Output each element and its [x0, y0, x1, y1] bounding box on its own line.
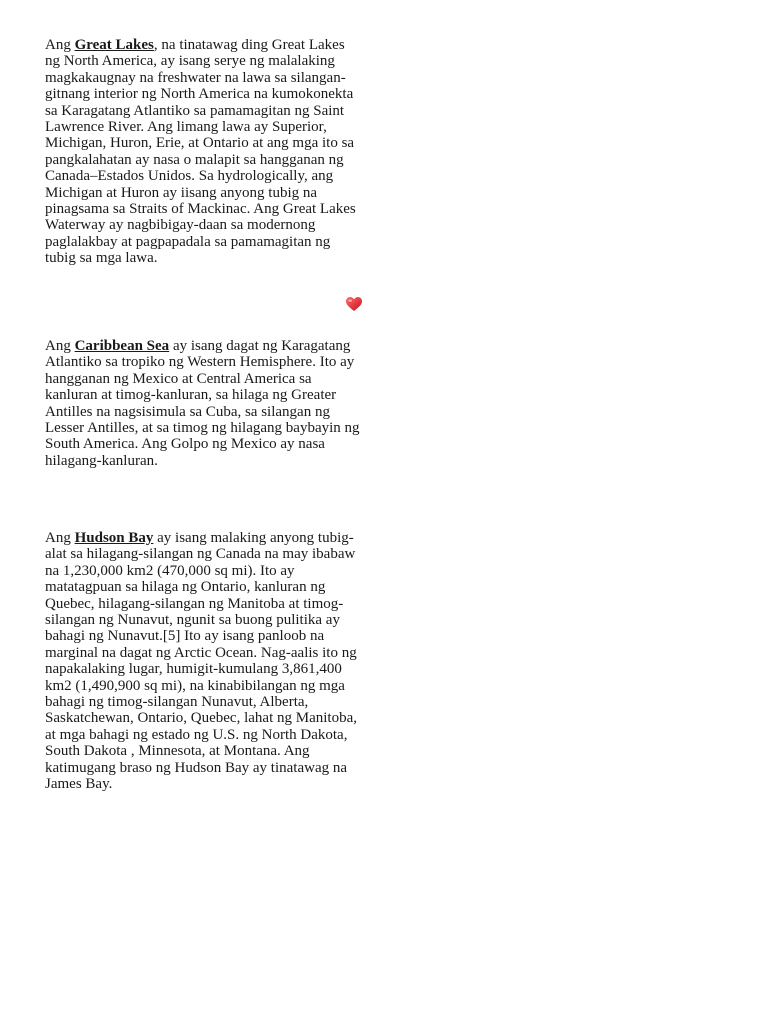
paragraph-body: , na tinatawag ding Great Lakes ng North America, ay isang serye ng malalaking magkakaugnay na freshwater na lawa sa silangan-gitnang interior ng North America na kumokonekta sa Karagatang Atlantiko sa pamamagitan ng Saint Lawrence River. Ang limang lawa ay Superior, Michigan, Huron, Erie, at Ontario at ang mga ito sa pangkalahatan ay nasa o malapit sa hangganan ng Canada–Estados Unidos. Sa hydrologically, ang Michigan at Huron ay iisang anyong tubig na pinagsama sa Straits of Mackinac. Ang Great Lakes Waterway ay nagbibigay-daan sa modernong paglalakbay at pagpapadala sa pamamagitan ng tubig sa mga lawa.: [45, 37, 356, 267]
paragraph-lead: Ang: [45, 338, 75, 354]
paragraph-lead: Ang: [45, 530, 75, 546]
paragraph-lead: Ang: [45, 37, 75, 53]
paragraph-caribbean-sea: [45, 338, 363, 469]
heart-icon: [345, 296, 363, 312]
paragraph-hudson-bay: [45, 530, 363, 793]
paragraph-body: ay isang malaking anyong tubig-alat sa hilagang-silangan ng Canada na may ibabaw na 1,230,000 km2 (470,000 sq mi). Ito ay matatagpuan sa hilaga ng Ontario, kanluran ng Quebec, hilagang-silangan ng Manitoba at timog-silangan ng Nunavut, ngunit sa buong pulitika ay bahagi ng Nunavut.[5] Ito ay isang panloob na marginal na dagat ng Arctic Ocean. Nag-aalis ito ng napakalaking lugar, humigit-kumulang 3,861,400 km2 (1,490,900 sq mi), na kinabibilangan ng mga bahagi ng timog-silangan Nunavut, Alberta, Saskatchewan, Ontario, Quebec, lahat ng Manitoba, at mga bahagi ng estado ng U.S. ng North Dakota, South Dakota , Minnesota, at Montana. Ang katimugang braso ng Hudson Bay ay tinatawag na James Bay.: [45, 530, 357, 793]
term-caribbean-sea: Caribbean Sea: [74, 338, 170, 354]
term-hudson-bay: Hudson Bay: [74, 530, 154, 546]
paragraph-body: ay isang dagat ng Karagatang Atlantiko sa tropiko ng Western Hemisphere. Ito ay hangganan ng Mexico at Central America sa kanluran at timog-kanluran, sa hilaga ng Greater Antilles na nagsisimula sa Cuba, sa silangan ng Lesser Antilles, at sa timog ng hilagang baybayin ng South America. Ang Golpo ng Mexico ay nasa hilagang-kanluran.: [45, 338, 360, 469]
paragraph-great-lakes: [45, 37, 363, 267]
term-great-lakes: Great Lakes: [74, 37, 154, 53]
